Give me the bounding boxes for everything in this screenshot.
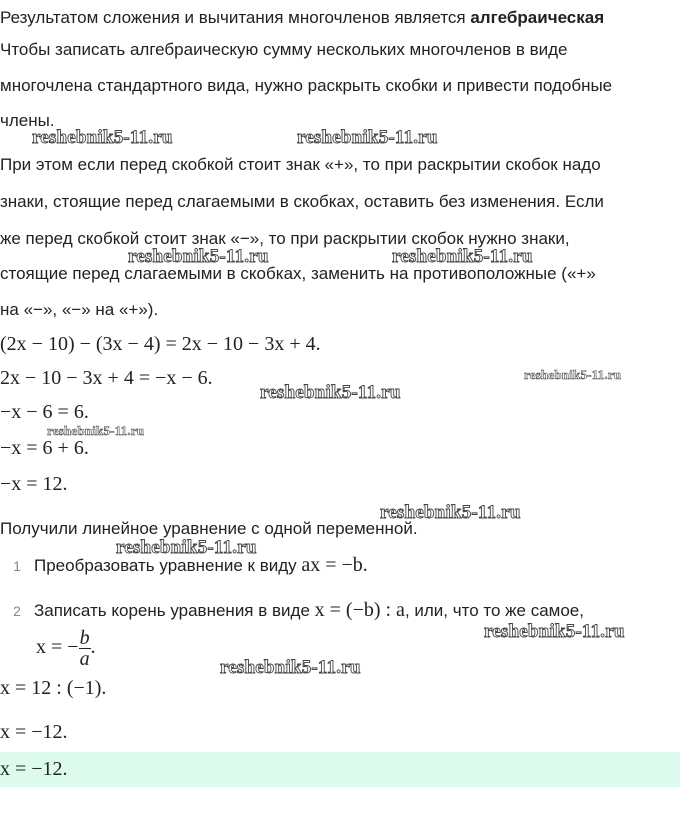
paragraph-line: же перед скобкой стоит знак «−», то при раскрытии скобок нужно знаки, xyxy=(0,229,570,248)
frac-suffix: . xyxy=(90,636,96,658)
fraction xyxy=(79,628,91,669)
intro-line xyxy=(0,7,604,29)
watermark: reshebnik5-11.ru xyxy=(128,246,269,267)
paragraph-line: стоящие перед слагаемыми в скобках, заменить на противоположные («+» xyxy=(0,264,596,283)
fraction-equation xyxy=(36,626,96,669)
frac-prefix: x = − xyxy=(36,636,79,658)
step-text: , или, что то же самое, xyxy=(404,601,584,620)
equation: −x = 6 + 6. xyxy=(0,437,89,459)
equation: (2x − 10) − (3x − 4) = 2x − 10 − 3x + 4. xyxy=(0,333,321,355)
paragraph-line: члены. xyxy=(0,111,55,130)
watermark: reshebnik5-11.ru xyxy=(32,127,173,148)
step-text: Преобразовать уравнение к виду xyxy=(34,556,302,575)
watermark: reshebnik5-11.ru xyxy=(260,382,401,403)
answer-highlight xyxy=(0,752,680,787)
intro-bold: алгебраическая xyxy=(470,8,605,27)
frac-numerator: b xyxy=(79,626,90,649)
paragraph-line: знаки, стоящие перед слагаемыми в скобках, оставить без изменения. Если xyxy=(0,192,604,211)
equation: −x = 12. xyxy=(0,473,68,495)
watermark: reshebnik5-11.ru xyxy=(47,423,145,438)
equation: x = −12. xyxy=(0,721,68,743)
paragraph-line: Чтобы записать алгебраическую сумму нескольких многочленов в виде xyxy=(0,40,568,59)
watermark: reshebnik5-11.ru xyxy=(484,621,625,642)
paragraph-line: на «−», «−» на «+»). xyxy=(0,300,159,319)
paragraph-line: При этом если перед скобкой стоит знак «+», то при раскрытии скобок надо xyxy=(0,155,601,174)
watermark: reshebnik5-11.ru xyxy=(220,657,361,678)
step-number: 2 xyxy=(13,603,21,619)
watermark: reshebnik5-11.ru xyxy=(116,537,257,558)
equation: −x − 6 = 6. xyxy=(0,401,89,423)
answer: x = −12. xyxy=(0,758,68,780)
frac-denominator: a xyxy=(79,647,90,670)
equation: 2x − 10 − 3x + 4 = −x − 6. xyxy=(0,367,213,389)
intro-text: Результатом сложения и вычитания многочленов является xyxy=(0,8,471,27)
step-number: 1 xyxy=(13,558,21,574)
paragraph-line: многочлена стандартного вида, нужно раскрыть скобки и привести подобные xyxy=(0,76,613,95)
step-item xyxy=(0,599,584,622)
step-math: x = (−b) : a xyxy=(314,599,405,621)
watermark: reshebnik5-11.ru xyxy=(297,127,438,148)
paragraph-line: Получили линейное уравнение с одной переменной. xyxy=(0,519,418,538)
watermark: reshebnik5-11.ru xyxy=(380,502,521,523)
equation: x = 12 : (−1). xyxy=(0,677,107,699)
step-math: ax = −b. xyxy=(301,554,368,576)
watermark: reshebnik5-11.ru xyxy=(392,246,533,267)
watermark: reshebnik5-11.ru xyxy=(524,367,622,382)
step-text: Записать корень уравнения в виде xyxy=(34,601,315,620)
